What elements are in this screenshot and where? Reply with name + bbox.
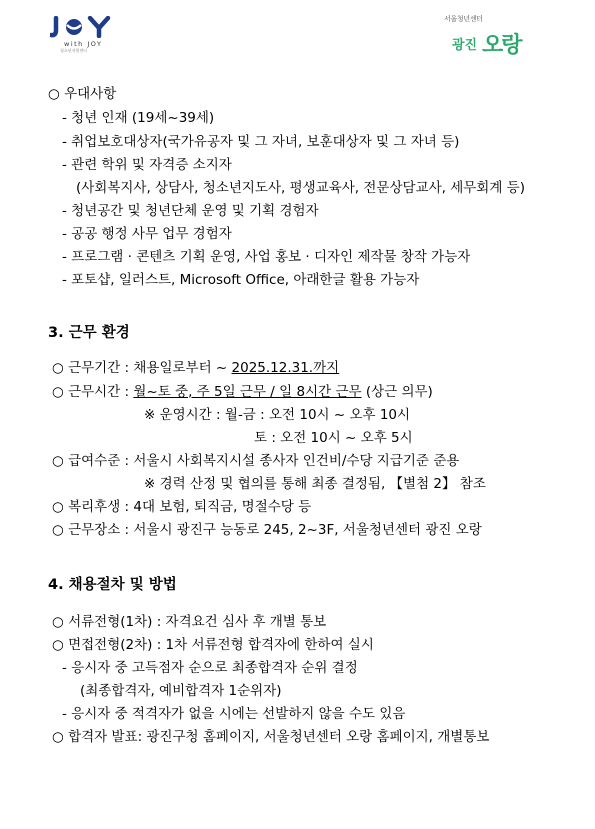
preference-item: - 청년공간 및 청년단체 운영 및 기획 경험자 <box>62 203 319 219</box>
work-hours-note: (상근 의무) <box>361 384 433 400</box>
preference-item: (사회복지사, 상담사, 청소년지도사, 평생교육사, 전문상담교사, 세무회계 등) <box>76 180 525 196</box>
operating-hours-saturday: 토 : 오전 10시 ~ 오후 5시 <box>254 430 413 446</box>
preference-item: - 공공 행정 사무 업무 경험자 <box>62 226 232 242</box>
preferences-title: ○ 우대사항 <box>48 86 117 102</box>
preference-item: - 포토샵, 일러스트, Microsoft Office, 아래한글 활용 가능자 <box>62 272 420 288</box>
preference-item: - 관련 학위 및 자격증 소지자 <box>62 157 232 173</box>
work-period <box>52 356 339 376</box>
preference-item: - 취업보호대상자(국가유공자 및 그 자녀, 보훈대상자 및 그 자녀 등) <box>62 134 460 150</box>
preference-item: - 청년 인재 (19세~39세) <box>62 110 215 126</box>
interview-screening: ○ 면접전형(2차) : 1차 서류전형 합격자에 한하여 실시 <box>52 637 374 653</box>
work-hours <box>52 380 433 400</box>
preference-item: - 프로그램 · 콘텐츠 기획 운영, 사업 홍보 · 디자인 제작물 창작 가능자 <box>62 249 471 265</box>
work-period-value: 2025.12.31.까지 <box>231 360 340 376</box>
interview-sub-1b: (최종합격자, 예비합격자 1순위자) <box>80 683 282 699</box>
operating-hours-weekday: ※ 운영시간 : 월-금 : 오전 10시 ~ 오후 10시 <box>144 407 411 423</box>
work-period-label: ○ 근무기간 : 채용일로부터 ~ <box>52 360 232 376</box>
orang-logo-big: 오랑 <box>482 33 521 58</box>
section-heading-work-env: 3. 근무 환경 <box>48 325 130 341</box>
work-hours-value: 월~토 중, 주 5일 근무 / 일 8시간 근무 <box>133 384 362 400</box>
work-place: ○ 근무장소 : 서울시 광진구 능동로 245, 2~3F, 서울청년센터 광진 오랑 <box>52 522 482 538</box>
salary-note: ※ 경력 산정 및 협의를 통해 최종 결정됨, 【별첨 2】 참조 <box>144 476 486 492</box>
orang-logo <box>444 14 524 56</box>
work-hours-label: ○ 근무시간 : <box>52 384 134 400</box>
section-heading-recruitment: 4. 채용절차 및 방법 <box>48 577 177 593</box>
interview-sub-2: - 응시자 중 적격자가 없을 시에는 선발하지 않을 수도 있음 <box>62 706 406 722</box>
document-screening: ○ 서류전형(1차) : 자격요건 심사 후 개별 통보 <box>52 614 327 630</box>
orang-logo-name: 광진 <box>452 38 478 53</box>
joy-logo <box>48 16 118 53</box>
result-announcement: ○ 합격자 발표: 광진구청 홈페이지, 서울청년센터 오랑 홈페이지, 개별통보 <box>52 729 490 745</box>
salary: ○ 급여수준 : 서울시 사회복지시설 종사자 인건비/수당 지급기준 준용 <box>52 453 460 469</box>
joy-logo-with: with JOY <box>64 40 103 48</box>
interview-sub-1: - 응시자 중 고득점자 순으로 최종합격자 순위 결정 <box>62 660 358 676</box>
joy-logo-mark <box>50 16 114 38</box>
joy-logo-sub: 청소년지원센터 <box>60 48 88 53</box>
welfare: ○ 복리후생 : 4대 보험, 퇴직금, 명절수당 등 <box>52 499 312 515</box>
orang-logo-small: 서울청년센터 <box>444 15 483 23</box>
